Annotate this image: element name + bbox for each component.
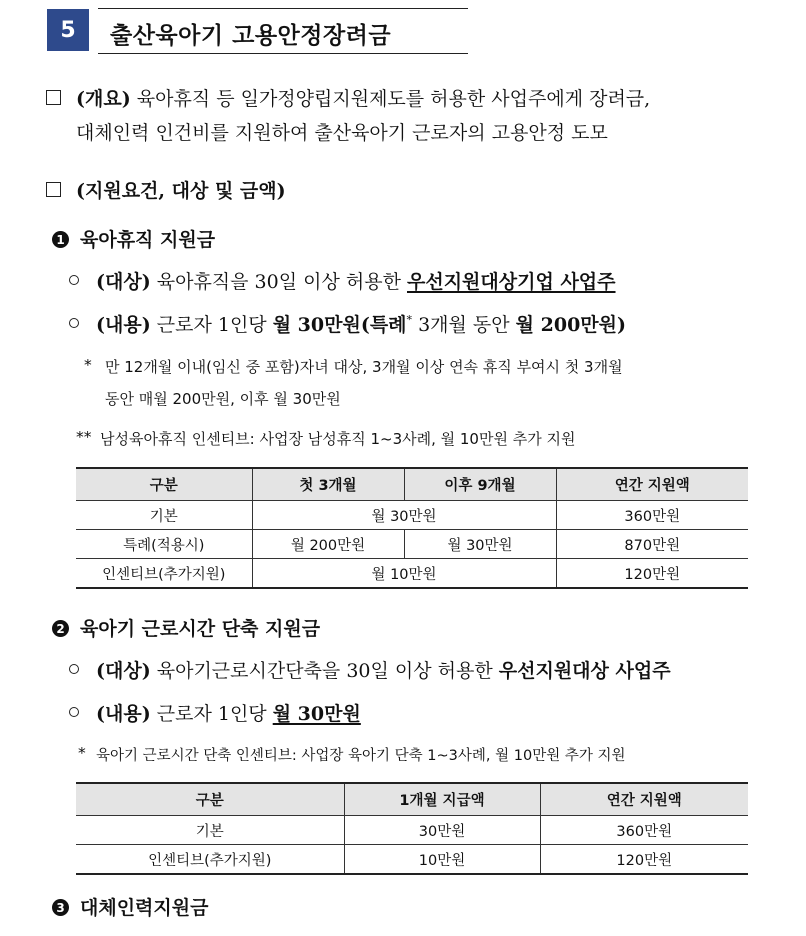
item1-target-bold: 우선지원대상기업 사업주 [407, 271, 616, 293]
table-cell: 360만원 [556, 501, 748, 530]
item2-title-text: 육아기 근로시간 단축 지원금 [80, 618, 321, 640]
item1-table [76, 467, 748, 589]
item2-content-bullet-icon [69, 707, 79, 717]
item1-content [96, 310, 626, 337]
item3-title [80, 893, 208, 920]
item2-target [96, 656, 671, 683]
requirements-label: (지원요건, 대상 및 금액) [76, 180, 286, 202]
table-cell: 인센티브(추가지원) [76, 559, 252, 589]
item2-target-label: (대상) [96, 660, 151, 682]
item2-content-label: (내용) [96, 703, 151, 725]
item1-target-text: 육아휴직을 30일 이상 허용한 [156, 271, 401, 293]
item2-title [80, 614, 320, 641]
item1-content-text4: ) [617, 314, 627, 336]
overview-line1 [76, 84, 650, 111]
table-header-cell: 연간 지원액 [540, 783, 748, 816]
item1-content-bold1: 월 30만원 [272, 314, 361, 336]
item1-content-text2: (특례 [360, 314, 407, 336]
item1-target-label: (대상) [96, 271, 151, 293]
table-row [76, 559, 748, 589]
table-header-row [76, 783, 748, 816]
section-title-box [98, 8, 468, 54]
item1-number-icon: 1 [52, 231, 69, 248]
table-cell: 30만원 [344, 816, 540, 845]
table-row [76, 816, 748, 845]
checkbox-requirements [46, 182, 61, 197]
item2-content-text: 근로자 1인당 [156, 703, 267, 725]
item2-target-bold: 우선지원대상 사업주 [498, 660, 671, 682]
item2-content-bold: 월 30만원 [272, 703, 361, 725]
overview-label: (개요) [76, 88, 131, 110]
item1-content-text3: 3개월 동안 [418, 314, 510, 336]
item1-note2-text: 남성육아휴직 인센티브: 사업장 남성휴직 1~3사례, 월 10만원 추가 지원 [100, 430, 576, 448]
table-header-cell: 이후 9개월 [404, 468, 556, 501]
item1-content-label: (내용) [96, 314, 151, 336]
table-row [76, 530, 748, 559]
table-header-cell: 구분 [76, 783, 344, 816]
overview-text-1: 육아휴직 등 일가정양립지원제도를 허용한 사업주에게 장려금, [136, 88, 651, 110]
table-cell: 10만원 [344, 845, 540, 875]
item3-title-text: 대체인력지원금 [80, 897, 209, 919]
table-cell: 월 30만원 [404, 530, 556, 559]
table-cell: 월 30만원 [252, 501, 556, 530]
item1-title [80, 225, 215, 252]
table-cell: 기본 [76, 816, 344, 845]
table-cell: 870만원 [556, 530, 748, 559]
table-cell: 월 10만원 [252, 559, 556, 589]
table-header-cell: 연간 지원액 [556, 468, 748, 501]
item1-target-bullet-icon [69, 275, 79, 285]
item1-note1-line1: 만 12개월 이내(임신 중 포함)자녀 대상, 3개월 이상 연속 휴직 부여시 첫 3개월 [105, 358, 623, 376]
item1-note1-mark: * [84, 356, 92, 374]
table-header-cell: 첫 3개월 [252, 468, 404, 501]
overview-line2: 대체인력 인건비를 지원하여 출산육아기 근로자의 고용안정 도모 [76, 122, 608, 144]
item1-content-bullet-icon [69, 318, 79, 328]
section-title: 출산육아기 고용안정장려금 [110, 23, 392, 49]
checkbox-overview [46, 90, 61, 105]
table-cell: 120만원 [540, 845, 748, 875]
section-number-badge: 5 [47, 9, 89, 51]
item2-note-text: 육아기 근로시간 단축 인센티브: 사업장 육아기 단축 1~3사례, 월 10만원 추가 지원 [96, 748, 626, 764]
item1-note2-mark: ** [76, 428, 92, 446]
item1-note1-line2: 동안 매월 200만원, 이후 월 30만원 [105, 390, 341, 408]
item2-table [76, 782, 748, 875]
table-row [76, 845, 748, 875]
table-header-cell: 구분 [76, 468, 252, 501]
item2-target-bullet-icon [69, 664, 79, 674]
table-cell: 120만원 [556, 559, 748, 589]
table-header-cell: 1개월 지급액 [344, 783, 540, 816]
table-cell: 월 200만원 [252, 530, 404, 559]
table-cell: 360만원 [540, 816, 748, 845]
item2-target-text: 육아기근로시간단축을 30일 이상 허용한 [156, 660, 493, 682]
item2-content [96, 699, 361, 726]
item1-content-bold2: 월 200만원 [515, 314, 618, 336]
table-row [76, 501, 748, 530]
requirements-heading [76, 176, 286, 203]
table-cell: 특례(적용시) [76, 530, 252, 559]
table-cell: 인센티브(추가지원) [76, 845, 344, 875]
item1-content-sup: * [406, 313, 413, 327]
item1-title-text: 육아휴직 지원금 [80, 229, 216, 251]
item1-target [96, 267, 616, 294]
item2-number-icon: 2 [52, 620, 69, 637]
table-header-row [76, 468, 748, 501]
table-cell: 기본 [76, 501, 252, 530]
item3-number-icon: 3 [52, 899, 69, 916]
item1-content-text1: 근로자 1인당 [156, 314, 267, 336]
item2-note-mark: * [78, 744, 86, 762]
